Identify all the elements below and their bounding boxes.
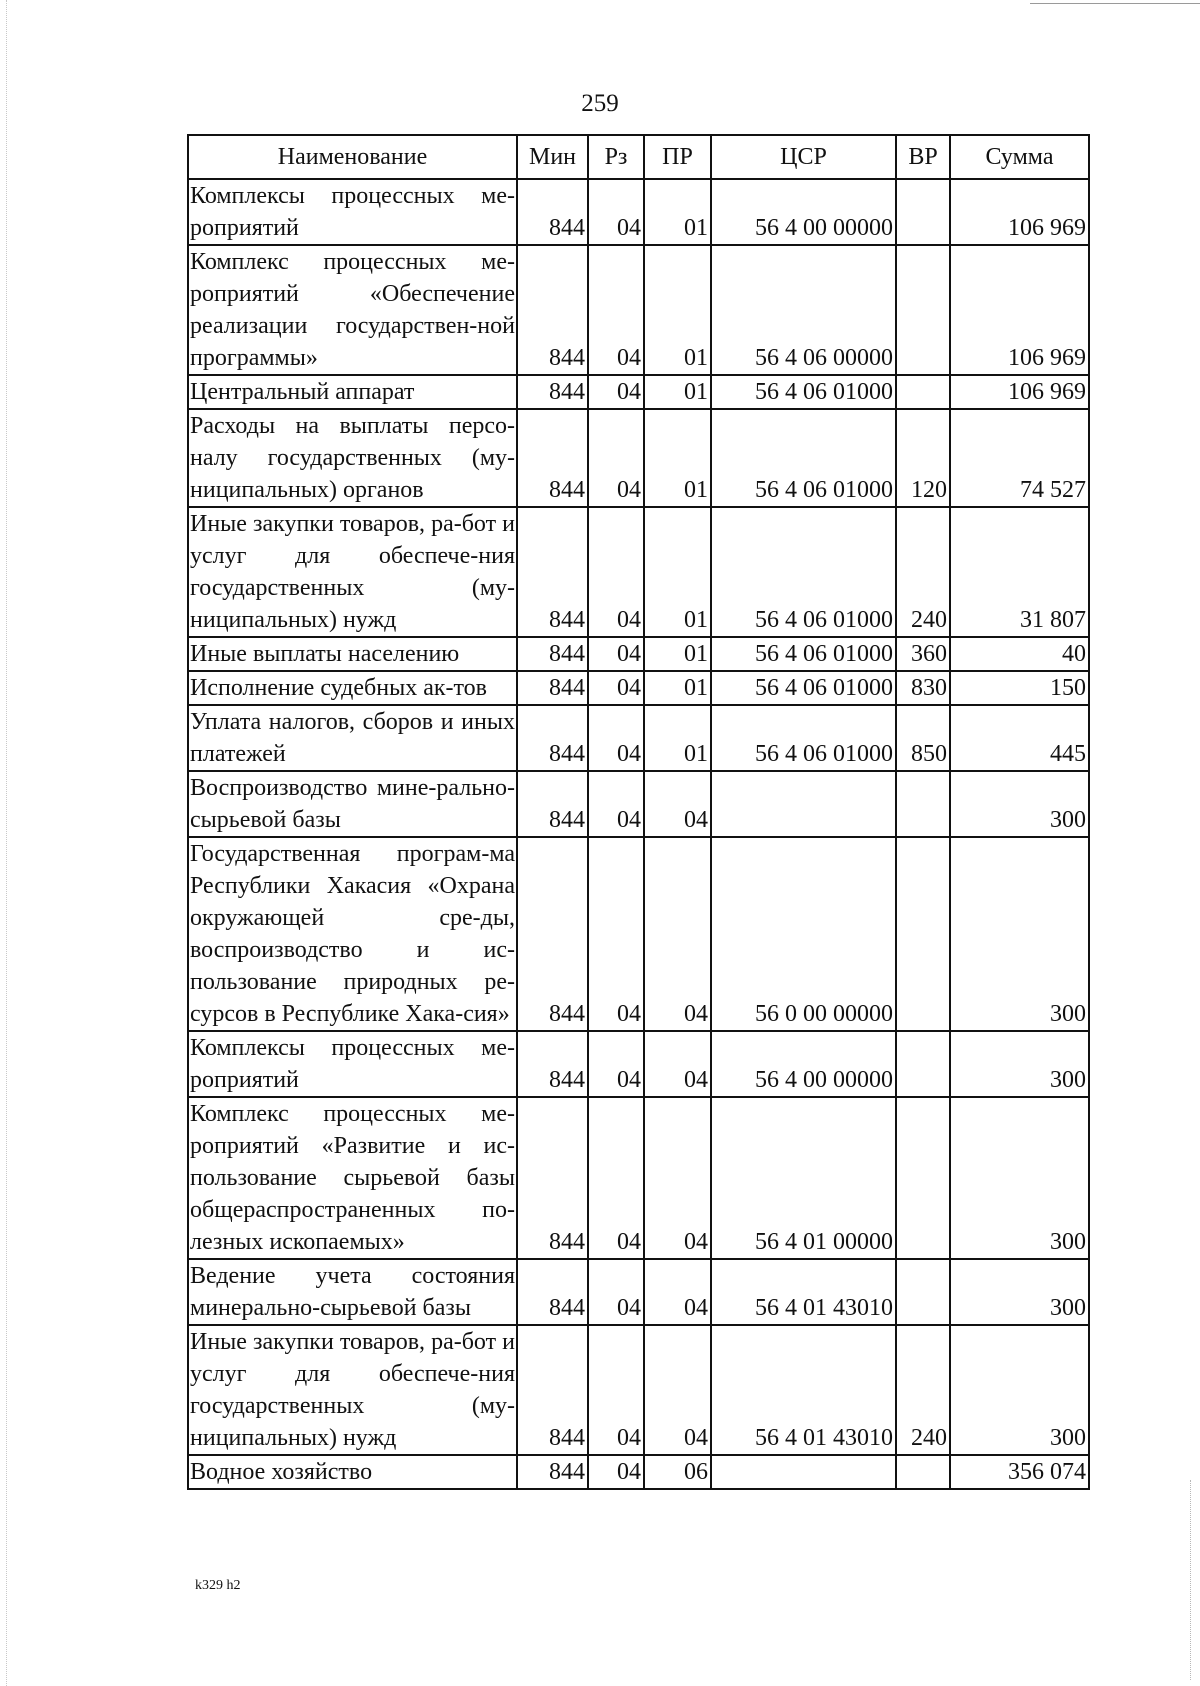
cell-name: Воспроизводство мине-рально-сырьевой базы (188, 771, 517, 837)
cell-pr: 01 (644, 507, 711, 637)
cell-sum: 106 969 (950, 375, 1089, 409)
cell-name: Иные закупки товаров, ра-бот и услуг для обеспече-ния государственных (му-ниципальных) нужд (188, 1325, 517, 1455)
cell-csr: 56 4 01 43010 (711, 1259, 896, 1325)
document-code: k329 h2 (195, 1578, 241, 1593)
table-row (188, 637, 1089, 671)
cell-min: 844 (517, 1031, 588, 1097)
cell-pr: 04 (644, 1097, 711, 1259)
cell-rz: 04 (588, 375, 644, 409)
header-vr: ВР (896, 135, 950, 179)
table-row (188, 1097, 1089, 1259)
cell-min: 844 (517, 409, 588, 507)
cell-vr (896, 179, 950, 245)
cell-min: 844 (517, 1455, 588, 1489)
cell-sum: 300 (950, 1097, 1089, 1259)
table-row (188, 671, 1089, 705)
cell-csr: 56 0 00 00000 (711, 837, 896, 1031)
cell-name: Уплата налогов, сборов и иных платежей (188, 705, 517, 771)
scan-edge-top (1030, 3, 1200, 4)
table-header (188, 135, 1089, 179)
cell-sum: 74 527 (950, 409, 1089, 507)
cell-vr: 850 (896, 705, 950, 771)
cell-vr: 120 (896, 409, 950, 507)
cell-vr: 240 (896, 507, 950, 637)
cell-pr: 04 (644, 1031, 711, 1097)
cell-rz: 04 (588, 1031, 644, 1097)
page-number: 259 (581, 90, 619, 117)
cell-csr: 56 4 06 01000 (711, 671, 896, 705)
cell-rz: 04 (588, 245, 644, 375)
table-row (188, 1455, 1089, 1489)
cell-csr: 56 4 00 00000 (711, 179, 896, 245)
cell-csr: 56 4 06 01000 (711, 375, 896, 409)
cell-sum: 300 (950, 1259, 1089, 1325)
cell-name: Комплексы процессных ме-роприятий (188, 179, 517, 245)
cell-csr (711, 771, 896, 837)
cell-csr: 56 4 06 01000 (711, 507, 896, 637)
cell-sum: 300 (950, 1325, 1089, 1455)
cell-rz: 04 (588, 771, 644, 837)
cell-pr: 01 (644, 245, 711, 375)
header-name: Наименование (188, 135, 517, 179)
cell-name: Иные выплаты населению (188, 637, 517, 671)
cell-rz: 04 (588, 1259, 644, 1325)
cell-min: 844 (517, 1097, 588, 1259)
cell-min: 844 (517, 837, 588, 1031)
cell-vr (896, 375, 950, 409)
cell-name: Комплексы процессных ме-роприятий (188, 1031, 517, 1097)
cell-vr (896, 1031, 950, 1097)
cell-vr: 360 (896, 637, 950, 671)
cell-sum: 150 (950, 671, 1089, 705)
table-row (188, 179, 1089, 245)
cell-sum: 445 (950, 705, 1089, 771)
cell-vr (896, 771, 950, 837)
cell-csr: 56 4 06 01000 (711, 637, 896, 671)
cell-rz: 04 (588, 1325, 644, 1455)
cell-name: Иные закупки товаров, ра-бот и услуг для обеспече-ния государственных (му-ниципальных) нужд (188, 507, 517, 637)
cell-rz: 04 (588, 507, 644, 637)
cell-rz: 04 (588, 179, 644, 245)
cell-sum: 106 969 (950, 245, 1089, 375)
scan-edge-right (1190, 1480, 1191, 1680)
cell-vr (896, 837, 950, 1031)
cell-pr: 01 (644, 671, 711, 705)
cell-min: 844 (517, 637, 588, 671)
cell-vr (896, 1455, 950, 1489)
cell-min: 844 (517, 1259, 588, 1325)
cell-sum: 300 (950, 837, 1089, 1031)
cell-vr: 240 (896, 1325, 950, 1455)
cell-name: Комплекс процессных ме-роприятий «Обеспечение реализации государствен-ной программы» (188, 245, 517, 375)
header-sum: Сумма (950, 135, 1089, 179)
cell-sum: 31 807 (950, 507, 1089, 637)
cell-csr: 56 4 06 01000 (711, 409, 896, 507)
cell-min: 844 (517, 507, 588, 637)
cell-pr: 04 (644, 1259, 711, 1325)
cell-name: Центральный аппарат (188, 375, 517, 409)
cell-min: 844 (517, 1325, 588, 1455)
cell-pr: 01 (644, 179, 711, 245)
cell-csr: 56 4 06 01000 (711, 705, 896, 771)
cell-pr: 04 (644, 1325, 711, 1455)
header-pr: ПР (644, 135, 711, 179)
header-min: Мин (517, 135, 588, 179)
cell-rz: 04 (588, 1097, 644, 1259)
header-csr: ЦСР (711, 135, 896, 179)
table-row (188, 1031, 1089, 1097)
budget-table-container (187, 134, 1088, 1490)
cell-name: Государственная програм-ма Республики Хакасия «Охрана окружающей сре-ды, воспроизводство и ис-пользование природных ре-сурсов в Республике Хака-сия» (188, 837, 517, 1031)
cell-rz: 04 (588, 409, 644, 507)
cell-min: 844 (517, 671, 588, 705)
table-row (188, 245, 1089, 375)
cell-name: Водное хозяйство (188, 1455, 517, 1489)
cell-sum: 40 (950, 637, 1089, 671)
table-row (188, 507, 1089, 637)
table-row (188, 771, 1089, 837)
cell-pr: 01 (644, 409, 711, 507)
cell-min: 844 (517, 771, 588, 837)
cell-rz: 04 (588, 1455, 644, 1489)
table-row (188, 1325, 1089, 1455)
cell-pr: 04 (644, 771, 711, 837)
cell-min: 844 (517, 375, 588, 409)
cell-vr (896, 1259, 950, 1325)
cell-sum: 300 (950, 771, 1089, 837)
table-row (188, 1259, 1089, 1325)
cell-vr (896, 245, 950, 375)
cell-csr: 56 4 01 43010 (711, 1325, 896, 1455)
table-row (188, 837, 1089, 1031)
cell-pr: 01 (644, 637, 711, 671)
cell-sum: 300 (950, 1031, 1089, 1097)
cell-csr: 56 4 00 00000 (711, 1031, 896, 1097)
cell-min: 844 (517, 245, 588, 375)
cell-pr: 04 (644, 837, 711, 1031)
cell-pr: 01 (644, 705, 711, 771)
cell-sum: 106 969 (950, 179, 1089, 245)
cell-csr: 56 4 06 00000 (711, 245, 896, 375)
cell-name: Исполнение судебных ак-тов (188, 671, 517, 705)
cell-csr: 56 4 01 00000 (711, 1097, 896, 1259)
cell-min: 844 (517, 705, 588, 771)
cell-csr (711, 1455, 896, 1489)
header-row (188, 135, 1089, 179)
cell-name: Расходы на выплаты персо-налу государственных (му-ниципальных) органов (188, 409, 517, 507)
table-body (188, 179, 1089, 1489)
cell-rz: 04 (588, 705, 644, 771)
cell-pr: 06 (644, 1455, 711, 1489)
cell-vr: 830 (896, 671, 950, 705)
cell-rz: 04 (588, 837, 644, 1031)
table-row (188, 409, 1089, 507)
cell-sum: 356 074 (950, 1455, 1089, 1489)
cell-min: 844 (517, 179, 588, 245)
header-rz: Рз (588, 135, 644, 179)
table-row (188, 705, 1089, 771)
table-row (188, 375, 1089, 409)
scan-edge-left (6, 0, 7, 1686)
cell-name: Комплекс процессных ме-роприятий «Развитие и ис-пользование сырьевой базы общераспространенных по-лезных ископаемых» (188, 1097, 517, 1259)
cell-rz: 04 (588, 671, 644, 705)
cell-pr: 01 (644, 375, 711, 409)
cell-vr (896, 1097, 950, 1259)
cell-name: Ведение учета состояния минерально-сырьевой базы (188, 1259, 517, 1325)
budget-table (187, 134, 1090, 1490)
cell-rz: 04 (588, 637, 644, 671)
